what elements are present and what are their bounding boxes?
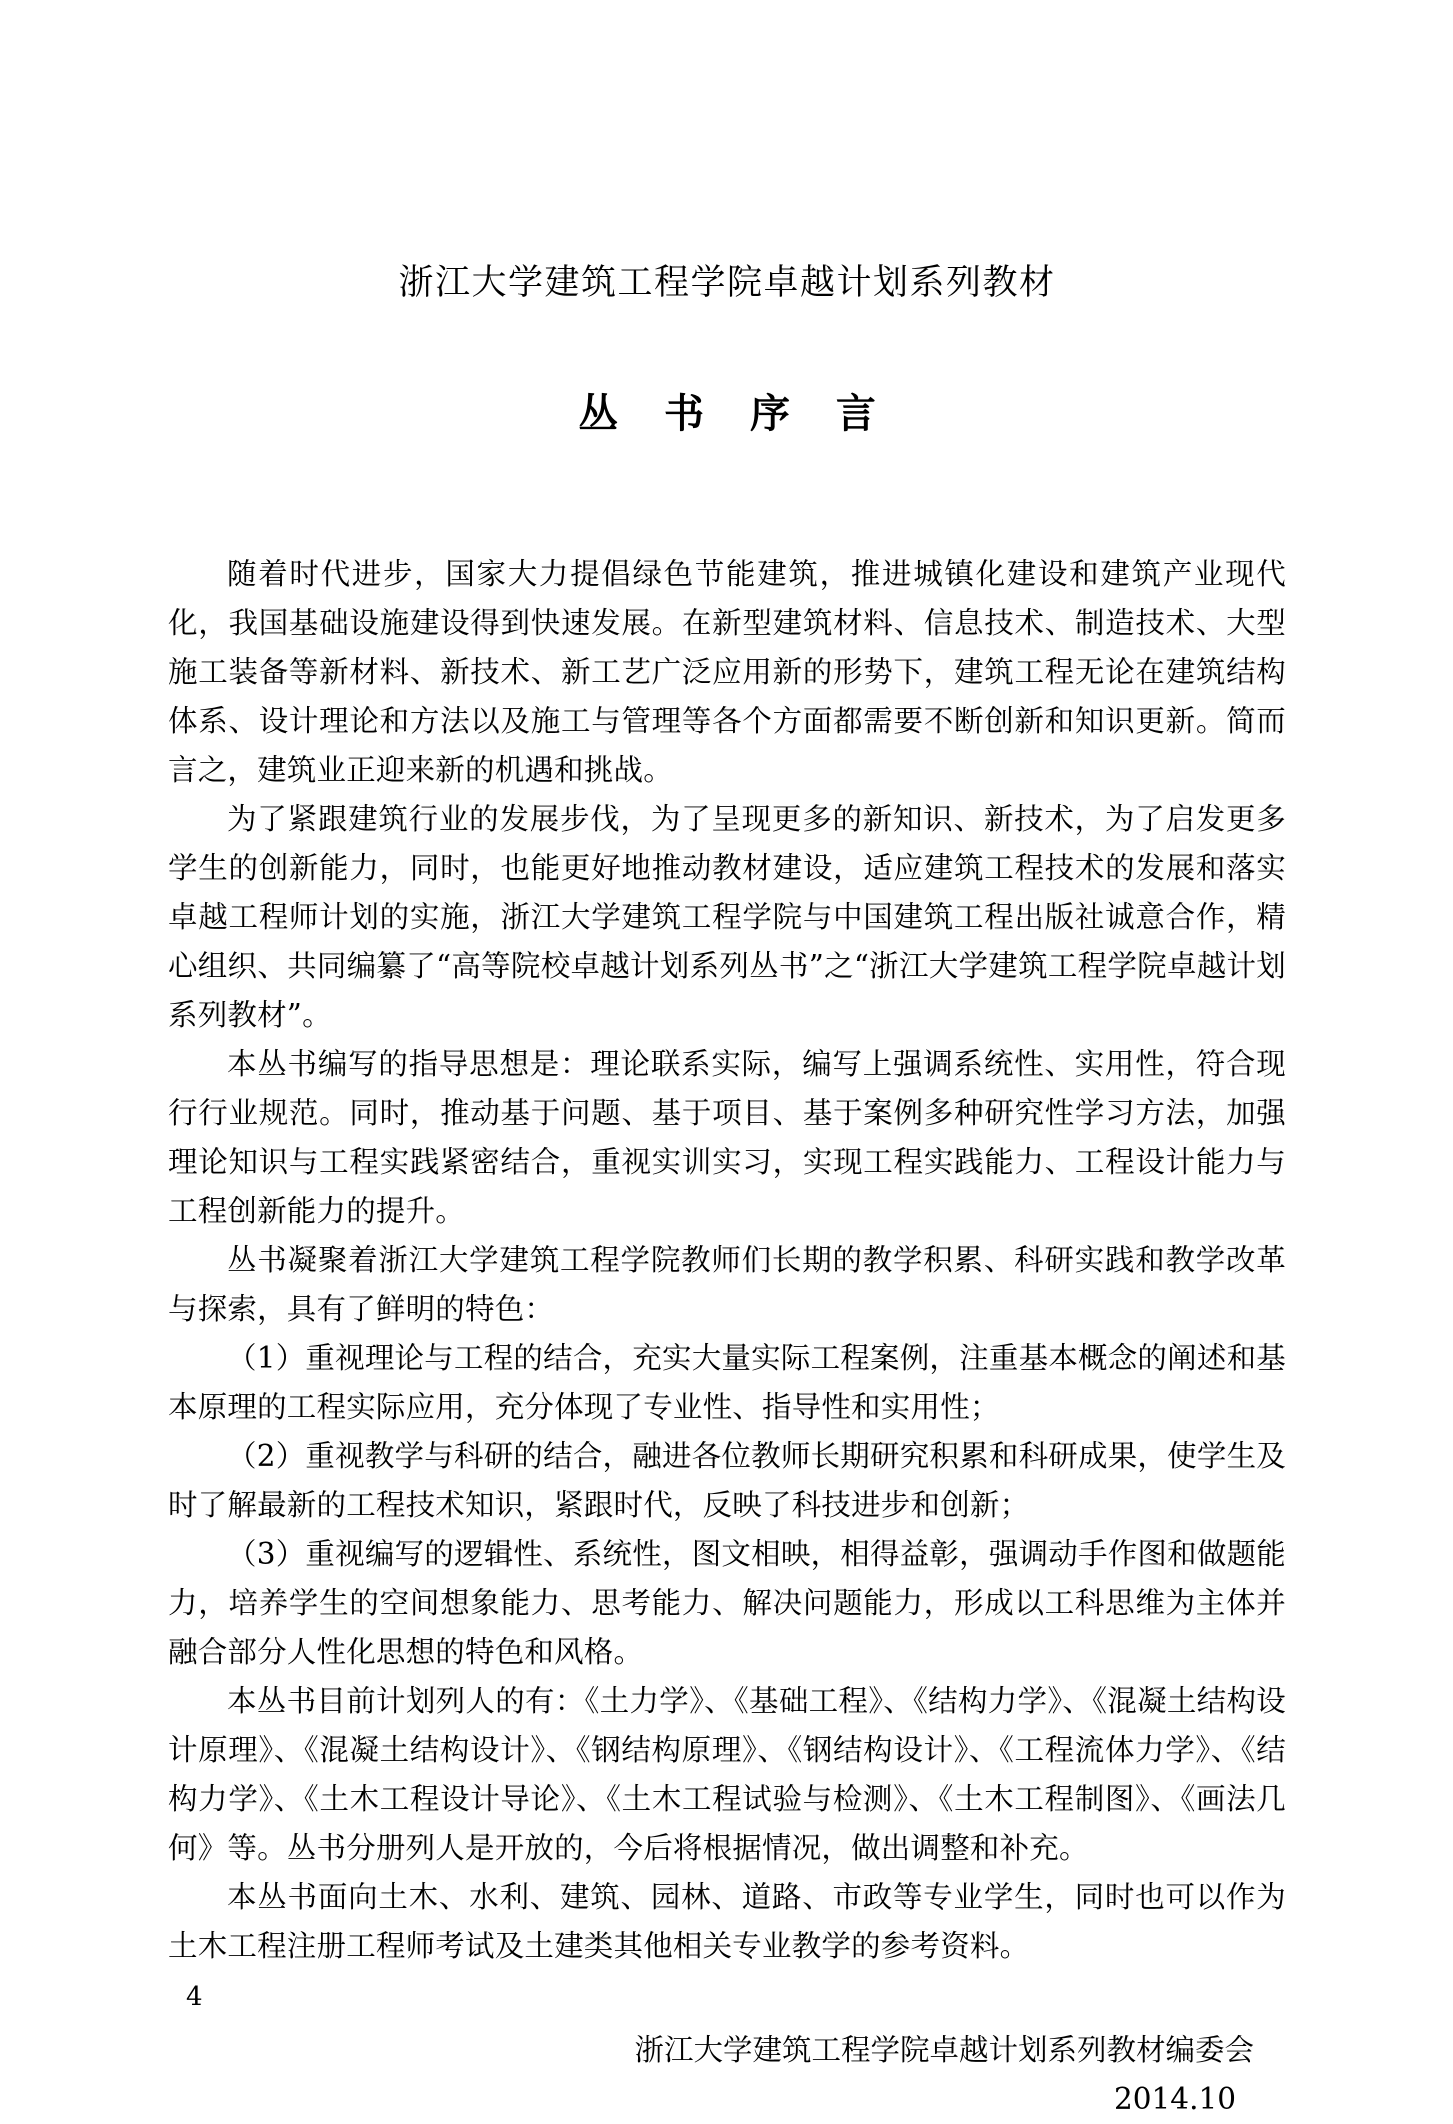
list-item: （3）重视编写的逻辑性、系统性，图文相映，相得益彰，强调动手作图和做题能力，培养学生的空间想象能力、思考能力、解决问题能力，形成以工科思维为主体并融合部分人性化思想的特色和风格。 (168, 1536, 1286, 1669)
signature-committee: 浙江大学建筑工程学院卓越计划系列教材编委会 (634, 2032, 1254, 2067)
paragraph: 本丛书目前计划列人的有：《土力学》、《基础工程》、《结构力学》、《混凝土结构设计原理》、《混凝土结构设计》、《钢结构原理》、《钢结构设计》、《工程流体力学》、《结构力学》、《土木工程设计导论》、《土木工程试验与检测》、《土木工程制图》、《画法几何》等。丛书分册列人是开放的，今后将根据情况，做出调整和补充。 (168, 1683, 1286, 1865)
preface-body (168, 550, 1286, 1971)
page-title: 丛 书 序 言 (578, 389, 892, 437)
page-number: 4 (186, 1982, 203, 2012)
page-content (168, 0, 1286, 2124)
paragraph: 本丛书编写的指导思想是：理论联系实际，编写上强调系统性、实用性，符合现行行业规范。同时，推动基于问题、基于项目、基于案例多种研究性学习方法，加强理论知识与工程实践紧密结合，重视实训实习，实现工程实践能力、工程设计能力与工程创新能力的提升。 (168, 1046, 1286, 1228)
signature-block (168, 2026, 1286, 2124)
series-title: 浙江大学建筑工程学院卓越计划系列教材 (398, 263, 1056, 303)
paragraph: 丛书凝聚着浙江大学建筑工程学院教师们长期的教学积累、科研实践和教学改革与探索，具有了鲜明的特色： (168, 1242, 1286, 1326)
list-item: （2）重视教学与科研的结合，融进各位教师长期研究积累和科研成果，使学生及时了解最新的工程技术知识，紧跟时代，反映了科技进步和创新； (168, 1438, 1286, 1522)
signature-date: 2014.10 (1114, 2081, 1236, 2116)
paragraph: 随着时代进步，国家大力提倡绿色节能建筑，推进城镇化建设和建筑产业现代化，我国基础设施建设得到快速发展。在新型建筑材料、信息技术、制造技术、大型施工装备等新材料、新技术、新工艺广泛应用新的形势下，建筑工程无论在建筑结构体系、设计理论和方法以及施工与管理等各个方面都需要不断创新和知识更新。简而言之，建筑业正迎来新的机遇和挑战。 (168, 556, 1286, 787)
paragraph: 本丛书面向土木、水利、建筑、园林、道路、市政等专业学生，同时也可以作为土木工程注册工程师考试及土建类其他相关专业教学的参考资料。 (168, 1879, 1286, 1963)
list-item: （1）重视理论与工程的结合，充实大量实际工程案例，注重基本概念的阐述和基本原理的工程实际应用，充分体现了专业性、指导性和实用性； (168, 1340, 1286, 1424)
paragraph: 为了紧跟建筑行业的发展步伐，为了呈现更多的新知识、新技术，为了启发更多学生的创新能力，同时，也能更好地推动教材建设，适应建筑工程技术的发展和落实卓越工程师计划的实施，浙江大学建筑工程学院与中国建筑工程出版社诚意合作，精心组织、共同编纂了“高等院校卓越计划系列丛书”之“浙江大学建筑工程学院卓越计划系列教材”。 (168, 801, 1286, 1032)
